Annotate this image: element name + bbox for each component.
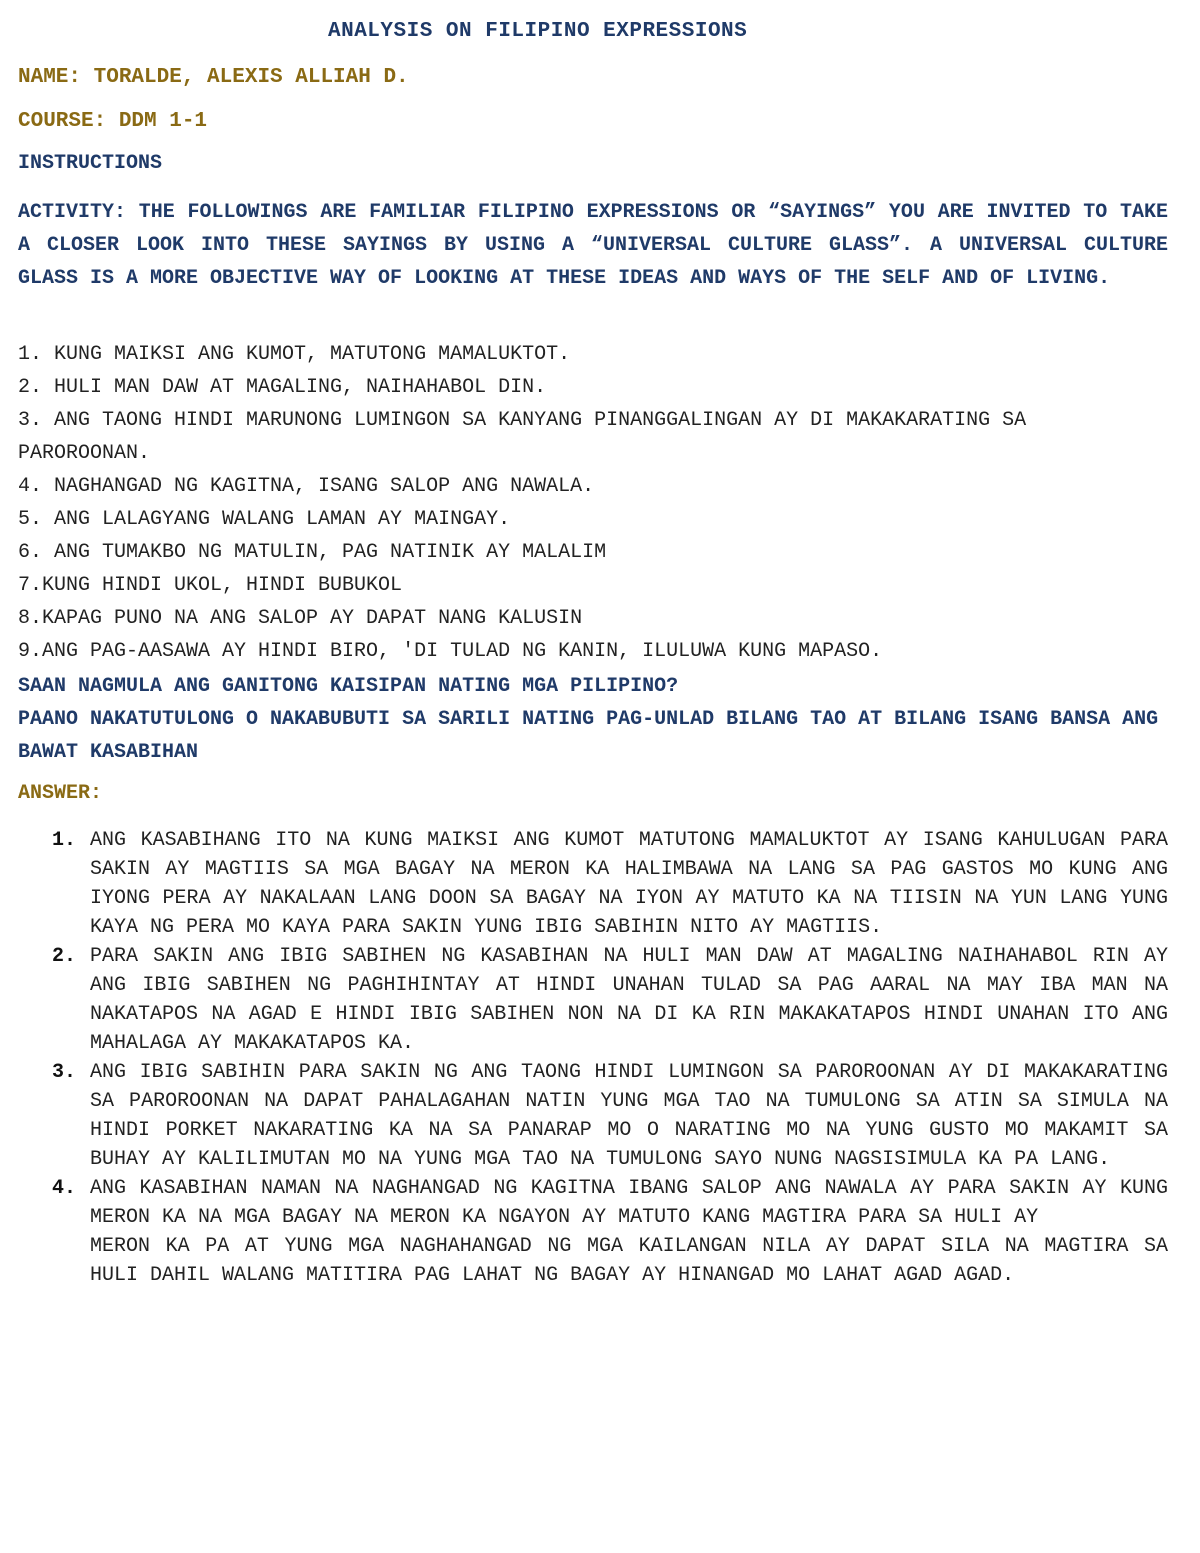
student-name: NAME: TORALDE, ALEXIS ALLIAH D. <box>18 66 409 89</box>
answer-text: PARA SAKIN ANG IBIG SABIHEN NG KASABIHAN NA HULI MAN DAW AT MAGALING NAIHAHABOL RIN AY ANG IBIG SABIHEN NG PAGHIHINTAY AT HINDI UNAHAN TULAD SA PAG AARAL NA MAY IBA MAN NA NAKATAPOS NA AGAD E HINDI IBIG SABIHEN NON NA DI KA RIN MAKAKATAPOS HINDI UNAHAN ITO ANG MAHALAGA AY MAKAKATAPOS KA. <box>90 945 1168 1055</box>
answer-label: ANSWER: <box>18 782 103 805</box>
saying-item: 1. KUNG MAIKSI ANG KUMOT, MATUTONG MAMALUKTOT. <box>18 343 571 366</box>
instructions-heading: INSTRUCTIONS <box>18 152 163 175</box>
saying-item: 4. NAGHANGAD NG KAGITNA, ISANG SALOP ANG NAWALA. <box>18 475 595 498</box>
answer-text: ANG KASABIHAN NAMAN NA NAGHANGAD NG KAGITNA IBANG SALOP ANG NAWALA AY PARA SAKIN AY KUNG MERON KA NA MGA BAGAY NA MERON KA NGAYON AY MATUTO KANG MAGTIRA PARA SA HULI AY <box>90 1177 1168 1229</box>
saying-item: 9.ANG PAG-AASAWA AY HINDI BIRO, 'DI TULAD NG KANIN, ILULUWA KUNG MAPASO. <box>18 640 883 663</box>
course-label: COURSE: DDM 1-1 <box>18 110 208 133</box>
question-origin: SAAN NAGMULA ANG GANITONG KAISIPAN NATING MGA PILIPINO? <box>18 675 679 698</box>
answer-item <box>18 1174 1168 1290</box>
answer-text: ANG IBIG SABIHIN PARA SAKIN NG ANG TAONG HINDI LUMINGON SA PAROROONAN AY DI MAKAKARATING SA PAROROONAN NA DAPAT PAHALAGAHAN NATIN YUNG MGA TAO NA TUMULONG SA ATIN SA SIMULA NA HINDI PORKET NAKARATING KA NA SA PANARAP MO O NARATING MO NA YUNG GUSTO MO MAKAMIT SA BUHAY AY KALILIMUTAN MO NA YUNG MGA TAO NA TUMULONG SAYO NUNG NAGSISIMULA KA PA LANG. <box>90 1061 1168 1171</box>
answer-item <box>18 942 1168 1058</box>
answer-number: 2. <box>52 945 77 968</box>
activity-paragraph: ACTIVITY: THE FOLLOWINGS ARE FAMILIAR FILIPINO EXPRESSIONS OR “SAYINGS” YOU ARE INVITED TO TAKE A CLOSER LOOK INTO THESE SAYINGS BY USING A “UNIVERSAL CULTURE GLASS”. A UNIVERSAL CULTURE GLASS IS A MORE OBJECTIVE WAY OF LOOKING AT THESE IDEAS AND WAYS OF THE SELF AND OF LIVING. <box>18 201 1168 290</box>
saying-item: 8.KAPAG PUNO NA ANG SALOP AY DAPAT NANG KALUSIN <box>18 607 583 630</box>
answers-list <box>18 826 1168 1290</box>
question-benefit: PAANO NAKATUTULONG O NAKABUBUTI SA SARILI NATING PAG-UNLAD BILANG TAO AT BILANG ISANG BANSA ANG BAWAT KASABIHAN <box>18 708 1159 764</box>
answer-text-continued: MERON KA PA AT YUNG MGA NAGHAHANGAD NG MGA KAILANGAN NILA AY DAPAT SILA NA MAGTIRA SA HULI DAHIL WALANG MATITIRA PAG LAHAT NG BAGAY AY HINANGAD MO LAHAT AGAD AGAD. <box>90 1235 1168 1287</box>
answer-number: 1. <box>52 829 77 852</box>
saying-item: 2. HULI MAN DAW AT MAGALING, NAIHAHABOL DIN. <box>18 376 547 399</box>
saying-item: 5. ANG LALAGYANG WALANG LAMAN AY MAINGAY. <box>18 508 511 531</box>
saying-item: 3. ANG TAONG HINDI MARUNONG LUMINGON SA KANYANG PINANGGALINGAN AY DI MAKAKARATING SA PAROROONAN. <box>18 409 1027 465</box>
answer-number: 3. <box>52 1061 77 1084</box>
answer-text: ANG KASABIHANG ITO NA KUNG MAIKSI ANG KUMOT MATUTONG MAMALUKTOT AY ISANG KAHULUGAN PARA SAKIN AY MAGTIIS SA MGA BAGAY NA MERON KA HALIMBAWA NA LANG SA PAG GASTOS MO KUNG ANG IYONG PERA AY NAKALAAN LANG DOON SA BAGAY NA IYON AY MATUTO KA NA TIISIN NA YUN LANG YUNG KAYA NG PERA MO KAYA PARA SAKIN YUNG IBIG SABIHIN NITO AY MAGTIIS. <box>90 829 1168 939</box>
answer-number: 4. <box>52 1177 77 1200</box>
answer-item <box>18 826 1168 942</box>
saying-item: 6. ANG TUMAKBO NG MATULIN, PAG NATINIK AY MALALIM <box>18 541 607 564</box>
document-title: ANALYSIS ON FILIPINO EXPRESSIONS <box>328 20 748 43</box>
answer-item <box>18 1058 1168 1174</box>
saying-item: 7.KUNG HINDI UKOL, HINDI BUBUKOL <box>18 574 403 597</box>
sayings-list <box>18 338 1168 668</box>
